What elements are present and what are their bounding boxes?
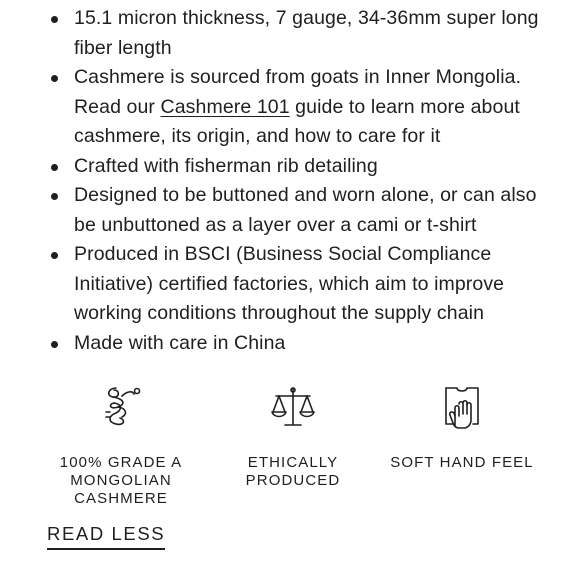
detail-bullet [0,4,580,63]
yarn-icon [96,382,146,434]
product-details-list [0,4,580,358]
read-less-link[interactable]: READ LESS [47,523,165,550]
detail-bullet-text: Cashmere is sourced from goats in Inner Mongolia. Read our [74,66,522,118]
detail-bullet-text: 15.1 micron thickness, 7 gauge, 34-36mm super long fiber length [74,7,539,59]
detail-bullet-text: guide to learn more about cashmere, its origin, and how to care for it [74,95,520,147]
detail-bullet-text: Crafted with fisherman rib detailing [74,154,378,177]
feature-label: ETHICALLY PRODUCED [245,454,341,489]
detail-bullet-text: Produced in BSCI (Business Social Compliance Initiative) certified factories, which aim to improve working conditions throughout the supply chain [74,243,505,324]
feature-soft [382,382,542,472]
detail-bullet [0,63,580,152]
feature-label: 100% GRADE A MONGOLIAN CASHMERE [59,454,183,507]
cashmere-101-link[interactable]: Cashmere 101 [160,95,290,118]
hand-icon [437,382,487,434]
feature-highlights [0,382,580,512]
feature-cashmere [41,382,201,508]
detail-bullet-text: Designed to be buttoned and worn alone, or can also be unbuttoned as a layer over a cami or t-shirt [74,184,537,236]
detail-bullet [0,329,580,359]
scales-icon [268,382,318,434]
detail-bullet-text: Made with care in China [74,331,286,354]
detail-bullet [0,152,580,182]
detail-bullet [0,181,580,240]
feature-ethical [213,382,373,490]
feature-label: SOFT HAND FEEL [390,454,534,471]
detail-bullet [0,240,580,329]
